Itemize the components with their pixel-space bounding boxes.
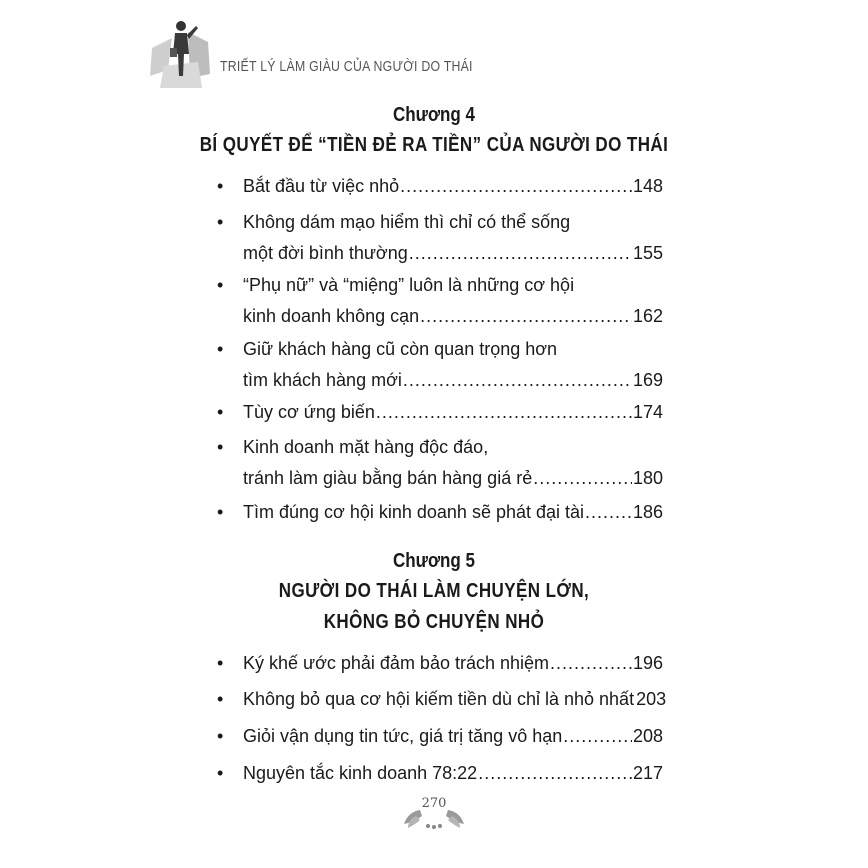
toc-page-number: 155 (632, 243, 663, 263)
bullet-icon: • (217, 502, 224, 522)
toc-entry (217, 397, 667, 428)
toc-entry (217, 721, 667, 752)
dot-leader (376, 397, 632, 428)
dot-leader (403, 365, 632, 396)
toc-entry-text: “Phụ nữ” và “miệng” luôn là những cơ hội (243, 275, 575, 295)
dot-leader (550, 648, 632, 679)
toc-page-number: 162 (632, 306, 663, 326)
toc-entry-line (243, 171, 663, 202)
toc-entry-line (243, 648, 663, 679)
toc-entry-text: Giỏi vận dụng tin tức, giá trị tăng vô hạn (243, 726, 563, 746)
bullet-icon: • (217, 726, 224, 746)
page-number (0, 794, 868, 812)
toc-page-number: 217 (632, 763, 663, 783)
toc-entry-line (243, 334, 663, 365)
toc-entry-line (243, 365, 663, 396)
dot-leader (420, 301, 632, 332)
page-number-text: 270 (421, 796, 447, 811)
chapter-4-title: BÍ QUYẾT ĐỂ “TIỀN ĐẺ RA TIỀN” CỦA NGƯỜI DO THÁI (199, 134, 669, 156)
toc-entry-line (243, 397, 663, 428)
toc-entry-text: Bắt đầu từ việc nhỏ (243, 176, 400, 196)
toc-page-number: 174 (632, 402, 663, 422)
bullet-icon: • (217, 437, 224, 457)
toc-entry (217, 270, 667, 332)
toc-entry-text: kinh doanh không cạn (243, 306, 420, 326)
toc-entry-line (243, 497, 663, 528)
toc-entry-text: Không bỏ qua cơ hội kiếm tiền dù chỉ là nhỏ nhất (243, 689, 635, 709)
toc-entry-text: Kinh doanh mặt hàng độc đáo, (243, 437, 489, 457)
toc-entry-line (243, 301, 663, 332)
toc-entry-text: Tùy cơ ứng biến (243, 402, 375, 422)
toc-page-number: 208 (632, 726, 663, 746)
toc-entry (217, 334, 667, 396)
toc-entry-line (243, 721, 663, 752)
bullet-icon: • (217, 212, 224, 232)
toc-entry-line (243, 432, 663, 463)
bullet-icon: • (217, 763, 224, 783)
running-title: TRIẾT LÝ LÀM GIÀU CỦA NGƯỜI DO THÁI (220, 58, 473, 75)
toc-entry (217, 648, 667, 679)
toc-page-number: 186 (632, 502, 663, 522)
bullet-icon: • (217, 689, 224, 709)
toc-entry (217, 207, 667, 269)
toc-page-number: 196 (632, 653, 663, 673)
toc-entry (217, 684, 667, 715)
toc-entry-line (243, 270, 663, 301)
toc-entry-line (243, 758, 663, 789)
chapter-4-number: Chương 4 (392, 104, 475, 126)
businessman-logo-icon (150, 18, 212, 90)
dot-leader (533, 463, 632, 494)
toc-page-number: 148 (632, 176, 663, 196)
toc-entry-text: Không dám mạo hiểm thì chỉ có thể sống (243, 212, 571, 232)
dot-leader (585, 497, 632, 528)
toc-entry-line (243, 207, 663, 238)
bullet-icon: • (217, 275, 224, 295)
toc-entry (217, 432, 667, 494)
toc-entry-text: tìm khách hàng mới (243, 370, 402, 390)
toc-entry-line (243, 684, 667, 715)
chapter-5-title-line-1: NGƯỜI DO THÁI LÀM CHUYỆN LỚN, (278, 580, 590, 602)
bullet-icon: • (217, 653, 224, 673)
toc-entry-line (243, 463, 663, 494)
dot-leader (400, 171, 632, 202)
chapter-5-title-line-2: KHÔNG BỎ CHUYỆN NHỎ (323, 611, 545, 633)
dot-leader (563, 721, 632, 752)
toc-entry-line (243, 238, 663, 269)
toc-entry-text: Nguyên tắc kinh doanh 78:22 (243, 763, 478, 783)
toc-entry (217, 171, 667, 202)
toc-entry-text: Ký khế ước phải đảm bảo trách nhiệm (243, 653, 550, 673)
toc-entry-text: Tìm đúng cơ hội kinh doanh sẽ phát đại tài (243, 502, 585, 522)
toc-page-number: 203 (636, 689, 667, 709)
chapter-5-number: Chương 5 (392, 550, 475, 572)
toc-entry (217, 497, 667, 528)
bullet-icon: • (217, 402, 224, 422)
bullet-icon: • (217, 176, 224, 196)
toc-entry (217, 758, 667, 789)
toc-entry-text: tránh làm giàu bằng bán hàng giá rẻ (243, 468, 533, 488)
running-header (150, 18, 550, 98)
dot-leader (409, 238, 632, 269)
toc-page-number: 169 (632, 370, 663, 390)
toc-page-number: 180 (632, 468, 663, 488)
toc-entry-text: Giữ khách hàng cũ còn quan trọng hơn (243, 339, 558, 359)
dot-leader (478, 758, 632, 789)
toc-entry-text: một đời bình thường (243, 243, 408, 263)
bullet-icon: • (217, 339, 224, 359)
